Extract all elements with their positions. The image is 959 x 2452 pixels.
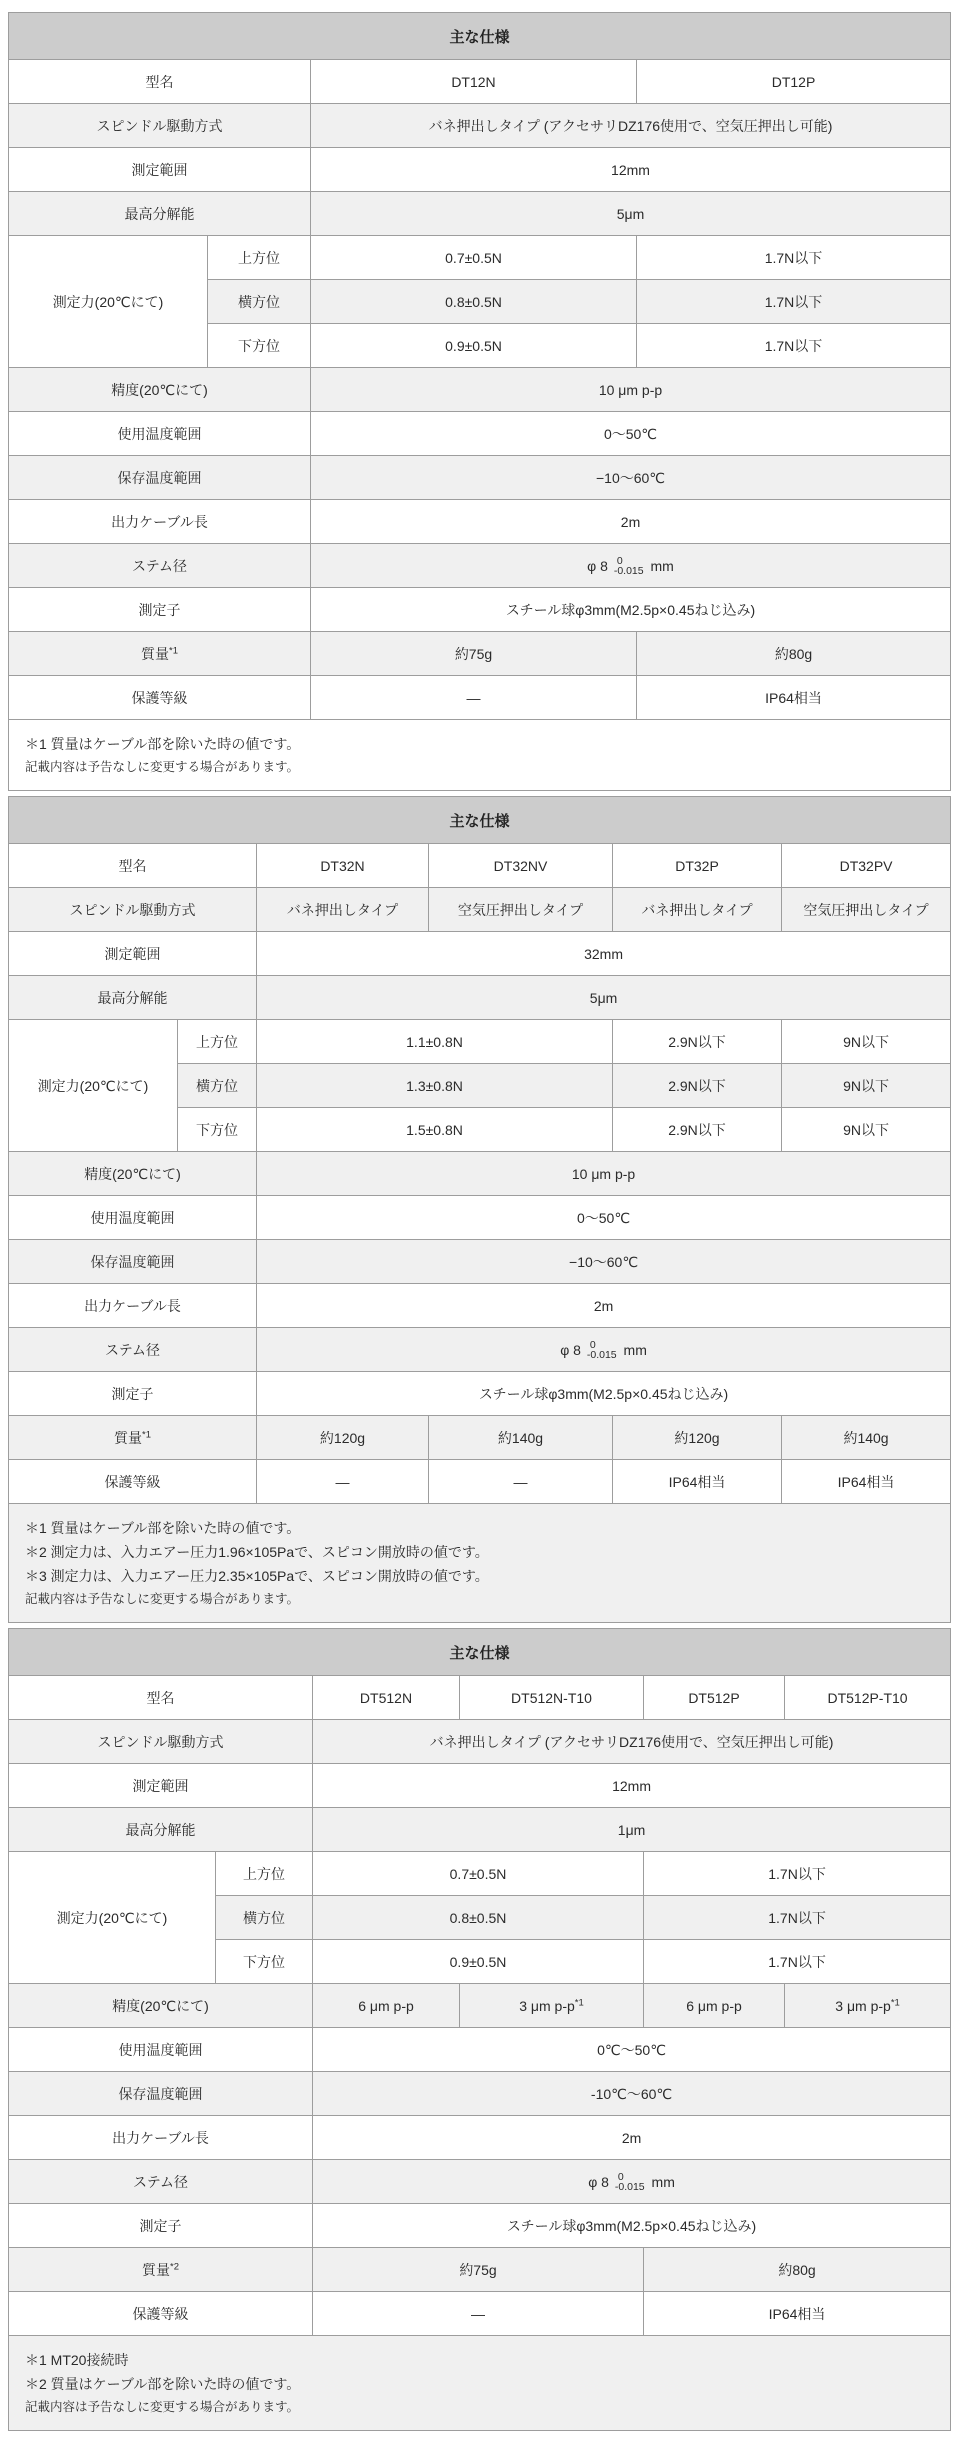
- spec-row: [9, 192, 951, 236]
- spec-row: [9, 932, 951, 976]
- spec-value: −10〜60℃: [257, 1240, 951, 1284]
- spec-value: 0.9±0.5N: [311, 324, 637, 368]
- row-label: 上方位: [216, 1852, 313, 1896]
- spec-value: 2.9N以下: [613, 1064, 782, 1108]
- spec-value: 0.8±0.5N: [313, 1896, 644, 1940]
- spec-row: [9, 632, 951, 676]
- spec-value: ―: [313, 2292, 644, 2336]
- spec-value: DT32PV: [782, 844, 951, 888]
- spec-value: 9N以下: [782, 1064, 951, 1108]
- row-label: 精度(20℃にて): [9, 1152, 257, 1196]
- row-label: ステム径: [9, 2160, 313, 2204]
- row-label: 保護等級: [9, 676, 311, 720]
- spec-row: [9, 588, 951, 632]
- spec-value: 9N以下: [782, 1108, 951, 1152]
- spec-value: DT32NV: [429, 844, 613, 888]
- spec-row: [9, 1984, 951, 2028]
- spec-value: スチール球φ3mm(M2.5p×0.45ねじ込み): [311, 588, 951, 632]
- spec-table-section-dt12: [8, 12, 950, 791]
- spec-value: 約140g: [782, 1416, 951, 1460]
- footnote-marker: *2: [170, 2260, 179, 2272]
- spec-value: DT512P-T10: [785, 1676, 951, 1720]
- spec-value: 5μm: [311, 192, 951, 236]
- spec-row: [9, 1020, 951, 1064]
- spec-value: -10℃〜60℃: [313, 2072, 951, 2116]
- spec-row: [9, 544, 951, 588]
- spec-value: 6 μm p-p: [313, 1984, 460, 2028]
- row-label: 測定範囲: [9, 932, 257, 976]
- row-label: スピンドル駆動方式: [9, 1720, 313, 1764]
- spec-table-dt12: [8, 12, 951, 791]
- row-label: スピンドル駆動方式: [9, 104, 311, 148]
- spec-table-section-dt512: [8, 1628, 950, 2431]
- spec-value: 0.7±0.5N: [311, 236, 637, 280]
- footnote-marker: *1: [142, 1428, 151, 1440]
- row-label: 上方位: [178, 1020, 257, 1064]
- note-line: ＊1 質量はケーブル部を除いた時の値です。: [25, 736, 301, 752]
- table-header-row: [9, 13, 951, 60]
- spec-value: 1μm: [313, 1808, 951, 1852]
- spec-value: DT32N: [257, 844, 429, 888]
- spec-value: DT512N: [313, 1676, 460, 1720]
- row-label: 測定子: [9, 2204, 313, 2248]
- tolerance-stack: 0 -0.015: [613, 554, 644, 577]
- row-label: 保護等級: [9, 2292, 313, 2336]
- table-header-row: [9, 797, 951, 844]
- spec-value: 1.7N以下: [637, 236, 951, 280]
- row-label: 出力ケーブル長: [9, 500, 311, 544]
- stem-diameter-value: φ 8 0 -0.015 mm: [257, 1328, 951, 1372]
- row-label: 最高分解能: [9, 192, 311, 236]
- spec-row: [9, 2292, 951, 2336]
- spec-row: [9, 236, 951, 280]
- spec-row: [9, 60, 951, 104]
- tolerance-stack: 0 -0.015: [586, 1338, 617, 1361]
- note-line: ＊2 測定力は、入力エアー圧力1.96×105Paで、スピコン開放時の値です。: [25, 1544, 489, 1560]
- spec-value: 2m: [257, 1284, 951, 1328]
- table-title: 主な仕様: [9, 797, 951, 844]
- row-label: ステム径: [9, 544, 311, 588]
- row-label: 測定子: [9, 1372, 257, 1416]
- row-label: 測定範囲: [9, 1764, 313, 1808]
- spec-value: 2m: [311, 500, 951, 544]
- spec-value: スチール球φ3mm(M2.5p×0.45ねじ込み): [313, 2204, 951, 2248]
- notes-row: [9, 1504, 951, 1623]
- spec-value: 5μm: [257, 976, 951, 1020]
- row-label: 測定力(20℃にて): [9, 1020, 178, 1152]
- spec-value: DT32P: [613, 844, 782, 888]
- spec-value: 1.5±0.8N: [257, 1108, 613, 1152]
- row-label: 横方位: [208, 280, 311, 324]
- spec-table-section-dt32: [8, 796, 950, 1623]
- spec-row: [9, 456, 951, 500]
- spec-value: 空気圧押出しタイプ: [782, 888, 951, 932]
- spec-value: 2.9N以下: [613, 1108, 782, 1152]
- spec-value: 0.9±0.5N: [313, 1940, 644, 1984]
- row-label: 最高分解能: [9, 976, 257, 1020]
- spec-row: [9, 2248, 951, 2292]
- table-notes: [9, 2336, 951, 2431]
- table-notes: [9, 1504, 951, 1623]
- note-line: 記載内容は予告なしに変更する場合があります。: [25, 2400, 300, 2414]
- spec-row: [9, 888, 951, 932]
- row-label: 型名: [9, 844, 257, 888]
- row-label: 質量$^{*1}$: [9, 632, 311, 676]
- table-title: 主な仕様: [9, 13, 951, 60]
- spec-value: 1.7N以下: [644, 1896, 951, 1940]
- spec-value: 2.9N以下: [613, 1020, 782, 1064]
- spec-value: 約80g: [637, 632, 951, 676]
- spec-row: [9, 1852, 951, 1896]
- notes-row: [9, 2336, 951, 2431]
- spec-value: DT512P: [644, 1676, 785, 1720]
- spec-value: 9N以下: [782, 1020, 951, 1064]
- spec-value: 3 μm $p-p^{*1}$: [460, 1984, 644, 2028]
- row-label: 測定力(20℃にて): [9, 236, 208, 368]
- row-label: 下方位: [216, 1940, 313, 1984]
- row-label: 出力ケーブル長: [9, 2116, 313, 2160]
- spec-value: 1.1±0.8N: [257, 1020, 613, 1064]
- spec-table-dt512: [8, 1628, 951, 2431]
- notes-row: [9, 720, 951, 791]
- row-label: 質量$^{*1}$: [9, 1416, 257, 1460]
- spec-value: ―: [257, 1460, 429, 1504]
- spec-value: DT12P: [637, 60, 951, 104]
- spec-value: 10 μm p-p: [257, 1152, 951, 1196]
- note-line: ＊1 質量はケーブル部を除いた時の値です。: [25, 1520, 301, 1536]
- spec-row: [9, 676, 951, 720]
- spec-value: 約140g: [429, 1416, 613, 1460]
- spec-row: [9, 1720, 951, 1764]
- stem-diameter-value: φ 8 0 -0.015 mm: [313, 2160, 951, 2204]
- row-label: 質量$^{*2}$: [9, 2248, 313, 2292]
- row-label: 保存温度範囲: [9, 2072, 313, 2116]
- spec-row: [9, 2028, 951, 2072]
- spec-value: 12mm: [313, 1764, 951, 1808]
- stem-diameter-value: φ 8 0 -0.015 mm: [311, 544, 951, 588]
- spec-value: スチール球φ3mm(M2.5p×0.45ねじ込み): [257, 1372, 951, 1416]
- spec-row: [9, 1676, 951, 1720]
- spec-value: 6 μm p-p: [644, 1984, 785, 2028]
- spec-row: [9, 1328, 951, 1372]
- row-label: 保存温度範囲: [9, 1240, 257, 1284]
- row-label: 使用温度範囲: [9, 2028, 313, 2072]
- spec-row: [9, 148, 951, 192]
- spec-value: 32mm: [257, 932, 951, 976]
- footnote-marker: *1: [890, 1996, 900, 2008]
- spec-row: [9, 1808, 951, 1852]
- spec-row: [9, 2116, 951, 2160]
- row-label: 測定範囲: [9, 148, 311, 192]
- spec-row: [9, 1372, 951, 1416]
- spec-value: 0.7±0.5N: [313, 1852, 644, 1896]
- spec-value: 約75g: [311, 632, 637, 676]
- spec-row: [9, 1284, 951, 1328]
- spec-row: [9, 104, 951, 148]
- spec-row: [9, 500, 951, 544]
- spec-value: バネ押出しタイプ: [613, 888, 782, 932]
- row-label: 出力ケーブル長: [9, 1284, 257, 1328]
- spec-value: IP64相当: [637, 676, 951, 720]
- spec-value: 12mm: [311, 148, 951, 192]
- row-label: 使用温度範囲: [9, 412, 311, 456]
- row-label: 保存温度範囲: [9, 456, 311, 500]
- row-label: 型名: [9, 60, 311, 104]
- row-label: スピンドル駆動方式: [9, 888, 257, 932]
- table-notes: [9, 720, 951, 791]
- spec-value: 10 μm p-p: [311, 368, 951, 412]
- spec-row: [9, 1460, 951, 1504]
- spec-value: 2m: [313, 2116, 951, 2160]
- footnote-marker: *1: [574, 1996, 584, 2008]
- row-label: 精度(20℃にて): [9, 368, 311, 412]
- spec-row: [9, 412, 951, 456]
- row-label: 横方位: [178, 1064, 257, 1108]
- spec-row: [9, 844, 951, 888]
- spec-value: バネ押出しタイプ: [257, 888, 429, 932]
- note-line: ＊3 測定力は、入力エアー圧力2.35×105Paで、スピコン開放時の値です。: [25, 1568, 489, 1584]
- row-label: 下方位: [178, 1108, 257, 1152]
- spec-row: [9, 2160, 951, 2204]
- row-label: 精度(20℃にて): [9, 1984, 313, 2028]
- spec-value: −10〜60℃: [311, 456, 951, 500]
- spec-value: バネ押出しタイプ (アクセサリDZ176使用で、空気圧押出し可能): [313, 1720, 951, 1764]
- note-line: 記載内容は予告なしに変更する場合があります。: [25, 760, 300, 774]
- row-label: 測定子: [9, 588, 311, 632]
- row-label: 下方位: [208, 324, 311, 368]
- spec-row: [9, 1196, 951, 1240]
- spec-value: 0〜50℃: [311, 412, 951, 456]
- spec-row: [9, 1240, 951, 1284]
- spec-value: バネ押出しタイプ (アクセサリDZ176使用で、空気圧押出し可能): [311, 104, 951, 148]
- row-label: ステム径: [9, 1328, 257, 1372]
- row-label: 保護等級: [9, 1460, 257, 1504]
- spec-value: IP64相当: [782, 1460, 951, 1504]
- row-label: 最高分解能: [9, 1808, 313, 1852]
- spec-value: ―: [429, 1460, 613, 1504]
- spec-value: DT12N: [311, 60, 637, 104]
- footnote-marker: *1: [169, 644, 178, 656]
- table-title: 主な仕様: [9, 1629, 951, 1676]
- spec-value: ―: [311, 676, 637, 720]
- spec-value: DT512N-T10: [460, 1676, 644, 1720]
- note-line: 記載内容は予告なしに変更する場合があります。: [25, 1592, 300, 1606]
- row-label: 使用温度範囲: [9, 1196, 257, 1240]
- spec-value: 0℃〜50℃: [313, 2028, 951, 2072]
- spec-value: 約75g: [313, 2248, 644, 2292]
- spec-value: 1.3±0.8N: [257, 1064, 613, 1108]
- spec-row: [9, 2072, 951, 2116]
- spec-value: 約120g: [613, 1416, 782, 1460]
- spec-row: [9, 976, 951, 1020]
- spec-value: 1.7N以下: [644, 1852, 951, 1896]
- row-label: 測定力(20℃にて): [9, 1852, 216, 1984]
- spec-value: IP64相当: [644, 2292, 951, 2336]
- spec-row: [9, 2204, 951, 2248]
- spec-value: 1.7N以下: [637, 280, 951, 324]
- spec-value: 1.7N以下: [637, 324, 951, 368]
- spec-value: 0〜50℃: [257, 1196, 951, 1240]
- spec-row: [9, 1152, 951, 1196]
- spec-row: [9, 368, 951, 412]
- spec-table-dt32: [8, 796, 951, 1623]
- spec-row: [9, 1764, 951, 1808]
- spec-value: 1.7N以下: [644, 1940, 951, 1984]
- spec-value: 空気圧押出しタイプ: [429, 888, 613, 932]
- row-label: 横方位: [216, 1896, 313, 1940]
- note-line: ＊2 質量はケーブル部を除いた時の値です。: [25, 2376, 301, 2392]
- table-header-row: [9, 1629, 951, 1676]
- spec-value: 0.8±0.5N: [311, 280, 637, 324]
- spec-value: 約120g: [257, 1416, 429, 1460]
- row-label: 上方位: [208, 236, 311, 280]
- spec-value: IP64相当: [613, 1460, 782, 1504]
- spec-value: 約80g: [644, 2248, 951, 2292]
- tolerance-stack: 0 -0.015: [614, 2170, 645, 2193]
- row-label: 型名: [9, 1676, 313, 1720]
- spec-value: 3 μm $p-p^{*1}$: [785, 1984, 951, 2028]
- note-line: ＊1 MT20接続時: [25, 2352, 129, 2368]
- spec-row: [9, 1416, 951, 1460]
